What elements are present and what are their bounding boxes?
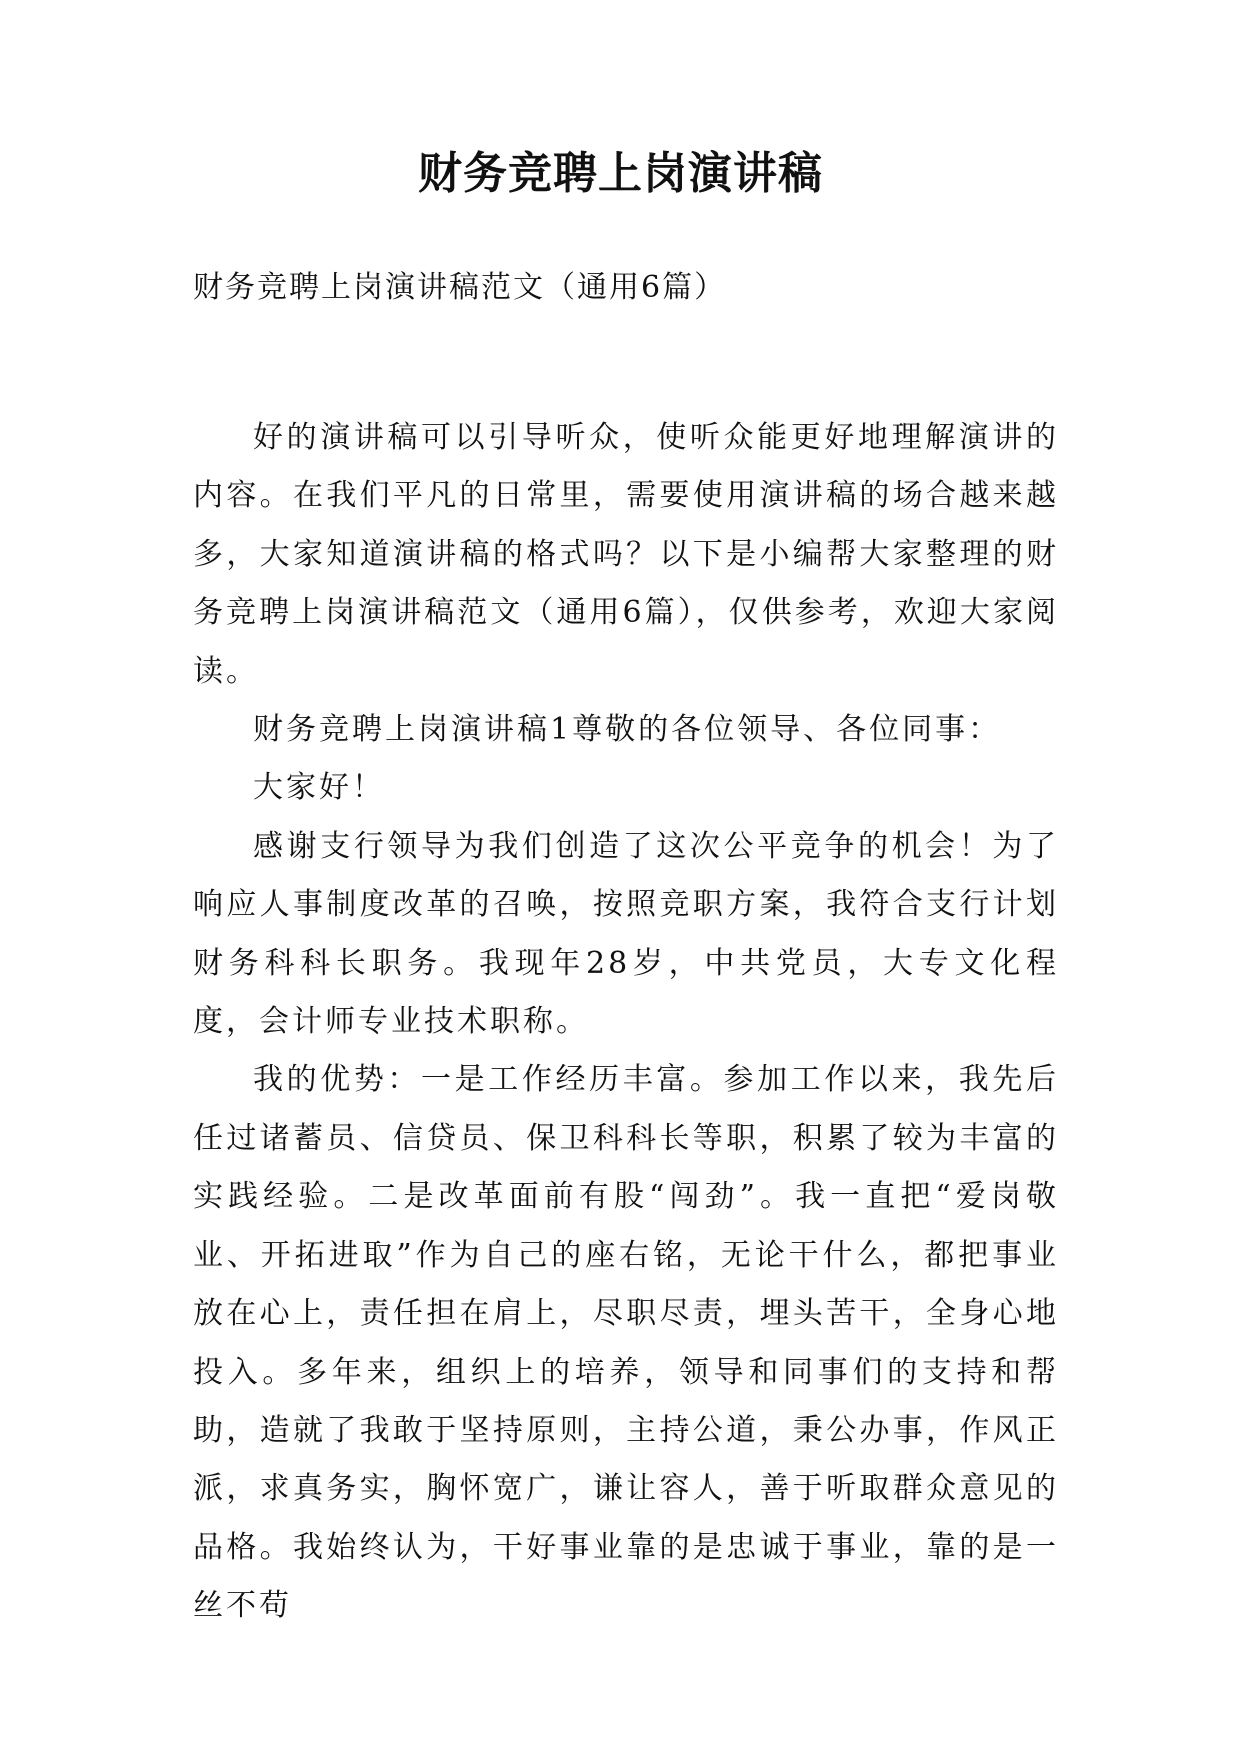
document-body [193, 409, 1059, 1636]
body-paragraph: 感谢支行领导为我们创造了这次公平竞争的机会！为了响应人事制度改革的召唤，按照竞职方案，我符合支行计划财务科科长职务。我现年28岁，中共党员，大专文化程度，会计师专业技术职称。 [193, 828, 1059, 1040]
body-paragraph: 大家好！ [253, 770, 385, 806]
body-paragraph: 财务竞聘上岗演讲稿1尊敬的各位领导、各位同事： [253, 712, 1002, 748]
body-paragraph: 我的优势：一是工作经历丰富。参加工作以来，我先后任过诸蓄员、信贷员、保卫科科长等职，积累了较为丰富的实践经验。二是改革面前有股“闯劲”。我一直把“爱岗敬业、开拓进取”作为自己的座右铭，无论干什么，都把事业放在心上，责任担在肩上，尽职尽责，埋头苦干，全身心地投入。多年来，组织上的培养，领导和同事们的支持和帮助，造就了我敢于坚持原则，主持公道，秉公办事，作风正派，求真务实，胸怀宽广，谦让容人，善于听取群众意见的品格。我始终认为，干好事业靠的是忠诚于事业，靠的是一丝不苟 [193, 1062, 1059, 1624]
document-subtitle: 财务竞聘上岗演讲稿范文（通用6篇） [193, 270, 727, 305]
document-title: 财务竞聘上岗演讲稿 [418, 148, 823, 199]
body-paragraph: 好的演讲稿可以引导听众，使听众能更好地理解演讲的内容。在我们平凡的日常里，需要使用演讲稿的场合越来越多，大家知道演讲稿的格式吗？以下是小编帮大家整理的财务竞聘上岗演讲稿范文（通用6篇），仅供参考，欢迎大家阅读。 [193, 420, 1059, 689]
